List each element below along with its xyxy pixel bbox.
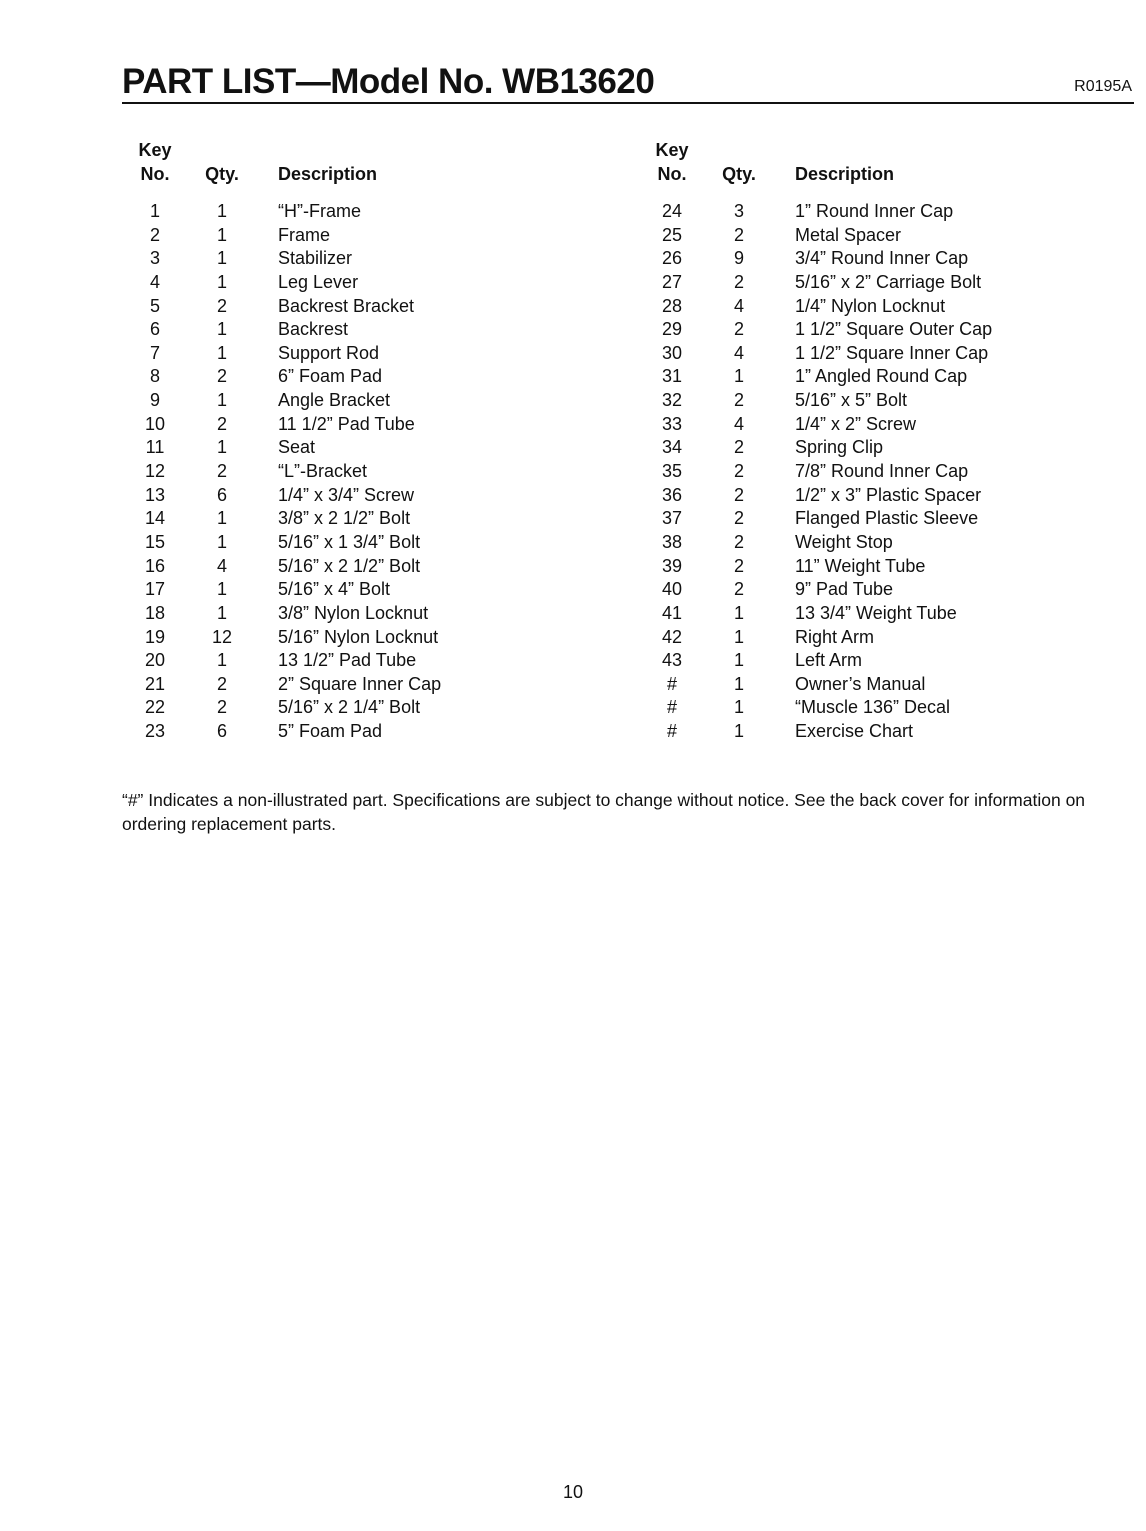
quantity: 2 (216, 366, 227, 387)
part-description: 1/4” x 2” Screw (795, 413, 917, 434)
part-description: 3/8” x 2 1/2” Bolt (278, 508, 411, 529)
quantity: 1 (216, 437, 227, 458)
part-description: Stabilizer (278, 248, 353, 269)
page-title: PART LIST—Model No. WB13620 (122, 62, 655, 101)
key-number: 1 (149, 201, 160, 221)
key-number: 2 (149, 224, 160, 245)
quantity: 1 (733, 602, 744, 623)
quantity: 6 (216, 484, 227, 505)
quantity: 2 (216, 673, 227, 694)
table-row (645, 531, 1065, 555)
part-description: Support Rod (278, 342, 380, 363)
key-number: 15 (144, 531, 166, 552)
key-number: # (666, 697, 677, 718)
part-description: Leg Lever (278, 271, 359, 292)
quantity: 2 (733, 555, 744, 576)
table-row (130, 295, 610, 319)
key-number: 24 (661, 201, 683, 221)
key-number: 22 (144, 697, 166, 718)
key-number: 36 (661, 484, 683, 505)
key-number: 21 (144, 673, 166, 694)
quantity: 1 (216, 579, 227, 600)
quantity: 2 (733, 531, 744, 552)
key-number: 33 (661, 413, 683, 434)
table-row (645, 602, 1065, 626)
key-number: 8 (149, 366, 160, 387)
part-description: 5/16” x 1 3/4” Bolt (278, 531, 421, 552)
description-header: Description (795, 164, 895, 184)
quantity: 1 (216, 602, 227, 623)
part-description: 5/16” Nylon Locknut (278, 626, 439, 647)
table-row (645, 295, 1065, 319)
table-row (645, 720, 1065, 744)
table-row (645, 413, 1065, 437)
quantity: 6 (216, 721, 227, 742)
part-description: “H”-Frame (278, 201, 361, 221)
key-number: 3 (149, 248, 160, 269)
table-row (645, 200, 1065, 224)
page-number: 10 (562, 1482, 584, 1502)
part-description: 6” Foam Pad (278, 366, 383, 387)
key-number: 7 (149, 342, 160, 363)
part-description: 5/16” x 2” Carriage Bolt (795, 271, 982, 292)
table-header (130, 138, 610, 200)
part-description: 1” Angled Round Cap (795, 366, 968, 387)
quantity: 1 (216, 650, 227, 671)
key-header-line2: No. (657, 164, 687, 184)
table-row (130, 484, 610, 508)
quantity: 2 (733, 271, 744, 292)
key-number: 16 (144, 555, 166, 576)
key-number: 42 (661, 626, 683, 647)
table-header (645, 138, 1065, 200)
part-description: 1 1/2” Square Inner Cap (795, 342, 989, 363)
quantity: 1 (733, 697, 744, 718)
key-number: 41 (661, 602, 683, 623)
key-number: 40 (661, 579, 683, 600)
key-number: 32 (661, 390, 683, 411)
quantity: 12 (211, 626, 233, 647)
table-row (130, 436, 610, 460)
table-rows (645, 200, 1065, 744)
key-number: 6 (149, 319, 160, 340)
part-description: Exercise Chart (795, 721, 914, 742)
quantity: 1 (733, 626, 744, 647)
table-row (645, 649, 1065, 673)
table-row (645, 507, 1065, 531)
part-description: Seat (278, 437, 316, 458)
part-description: 5/16” x 2 1/4” Bolt (278, 697, 421, 718)
part-description: Right Arm (795, 626, 875, 647)
quantity: 2 (733, 224, 744, 245)
quantity: 4 (733, 295, 744, 316)
footnote: “#” Indicates a non-illustrated part. Specifications are subject to change without notice. See the back cover for information on ordering replacement parts. (122, 790, 1086, 834)
part-description: 1/4” x 3/4” Screw (278, 484, 415, 505)
key-number: 28 (661, 295, 683, 316)
part-description: 3/8” Nylon Locknut (278, 602, 429, 623)
key-number: 11 (145, 437, 165, 458)
description-header: Description (278, 164, 378, 184)
table-row (130, 720, 610, 744)
part-description: 7/8” Round Inner Cap (795, 461, 969, 482)
table-row (645, 436, 1065, 460)
quantity: 2 (733, 461, 744, 482)
quantity: 1 (216, 248, 227, 269)
part-description: 5/16” x 5” Bolt (795, 390, 908, 411)
table-row (130, 271, 610, 295)
table-row (645, 626, 1065, 650)
part-description: 9” Pad Tube (795, 579, 894, 600)
part-description: 1/2” x 3” Plastic Spacer (795, 484, 982, 505)
key-number: 35 (661, 461, 683, 482)
quantity: 2 (216, 697, 227, 718)
quantity: 2 (216, 413, 227, 434)
quantity: 1 (733, 366, 744, 387)
table-row (645, 696, 1065, 720)
table-row (645, 342, 1065, 366)
quantity: 2 (733, 579, 744, 600)
part-description: Backrest (278, 319, 349, 340)
table-row (130, 649, 610, 673)
quantity: 1 (216, 224, 227, 245)
part-description: 13 3/4” Weight Tube (795, 602, 957, 623)
part-description: Flanged Plastic Sleeve (795, 508, 979, 529)
part-description: 11” Weight Tube (795, 555, 926, 576)
parts-table-right (645, 138, 1065, 744)
key-number: 38 (661, 531, 683, 552)
key-number: 31 (661, 366, 683, 387)
quantity: 2 (733, 390, 744, 411)
table-row (130, 200, 610, 224)
quantity: 1 (216, 390, 227, 411)
table-row (130, 507, 610, 531)
table-row (130, 696, 610, 720)
part-description: 1/4” Nylon Locknut (795, 295, 946, 316)
key-number: 4 (149, 271, 160, 292)
table-rows (130, 200, 610, 744)
key-number: 13 (144, 484, 166, 505)
table-row (645, 578, 1065, 602)
table-row (645, 365, 1065, 389)
key-number: 29 (661, 319, 683, 340)
part-description: Angle Bracket (278, 390, 391, 411)
quantity: 2 (733, 484, 744, 505)
quantity: 2 (733, 508, 744, 529)
table-row (130, 555, 610, 579)
key-number: 5 (149, 295, 160, 316)
quantity: 2 (733, 437, 744, 458)
table-row (130, 342, 610, 366)
table-row (130, 626, 610, 650)
quantity: 4 (733, 342, 744, 363)
table-row (645, 247, 1065, 271)
quantity: 2 (733, 319, 744, 340)
table-row (130, 224, 610, 248)
table-row (130, 602, 610, 626)
part-description: 13 1/2” Pad Tube (278, 650, 417, 671)
key-number: 26 (661, 248, 683, 269)
document-code: R0195A (1074, 78, 1132, 95)
part-description: 2” Square Inner Cap (278, 673, 442, 694)
part-description: 5/16” x 2 1/2” Bolt (278, 555, 421, 576)
key-number: 17 (144, 579, 166, 600)
key-header-line1: Key (138, 140, 172, 160)
table-row (130, 389, 610, 413)
table-row (645, 271, 1065, 295)
key-number: 19 (144, 626, 166, 647)
key-header-line1: Key (655, 140, 689, 160)
table-row (130, 247, 610, 271)
table-row (130, 460, 610, 484)
key-number: 34 (661, 437, 683, 458)
quantity: 4 (216, 555, 227, 576)
table-row (130, 318, 610, 342)
quantity: 9 (733, 248, 744, 269)
key-number: # (666, 721, 677, 742)
part-description: Owner’s Manual (795, 673, 926, 694)
part-description: Metal Spacer (795, 224, 902, 245)
table-row (645, 673, 1065, 697)
table-row (130, 365, 610, 389)
key-number: 25 (661, 224, 683, 245)
key-number: 20 (144, 650, 166, 671)
part-description: “L”-Bracket (278, 461, 368, 482)
key-number: 37 (661, 508, 683, 529)
table-row (645, 460, 1065, 484)
quantity: 1 (216, 201, 227, 221)
key-number: 43 (661, 650, 683, 671)
part-description: 11 1/2” Pad Tube (278, 413, 415, 434)
quantity: 1 (216, 342, 227, 363)
part-description: Spring Clip (795, 437, 884, 458)
key-number: 23 (144, 721, 166, 742)
key-number: 27 (661, 271, 683, 292)
part-description: Frame (278, 224, 331, 245)
part-description: 5” Foam Pad (278, 721, 383, 742)
key-header-line2: No. (140, 164, 170, 184)
table-row (645, 318, 1065, 342)
table-row (130, 413, 610, 437)
parts-table-left (130, 138, 610, 744)
table-row (130, 578, 610, 602)
part-description: “Muscle 136” Decal (795, 697, 951, 718)
key-number: # (666, 673, 677, 694)
quantity: 1 (216, 508, 227, 529)
part-description: Backrest Bracket (278, 295, 415, 316)
key-number: 30 (661, 342, 683, 363)
part-description: 1 1/2” Square Outer Cap (795, 319, 993, 340)
quantity: 1 (216, 531, 227, 552)
quantity: 1 (733, 673, 744, 694)
part-description: Left Arm (795, 650, 863, 671)
table-row (645, 555, 1065, 579)
part-description: 3/4” Round Inner Cap (795, 248, 969, 269)
key-number: 39 (661, 555, 683, 576)
key-number: 10 (144, 413, 166, 434)
table-row (130, 531, 610, 555)
part-description: 5/16” x 4” Bolt (278, 579, 391, 600)
key-number: 18 (144, 602, 166, 623)
table-row (645, 224, 1065, 248)
table-row (645, 484, 1065, 508)
key-number: 9 (149, 390, 160, 411)
key-number: 12 (144, 461, 166, 482)
part-description: Weight Stop (795, 531, 893, 552)
quantity: 1 (733, 650, 744, 671)
quantity: 3 (733, 201, 744, 221)
quantity: 2 (216, 295, 227, 316)
table-row (645, 389, 1065, 413)
quantity: 1 (733, 721, 744, 742)
key-number: 14 (144, 508, 166, 529)
quantity: 4 (733, 413, 744, 434)
table-row (130, 673, 610, 697)
quantity: 1 (216, 271, 227, 292)
part-description: 1” Round Inner Cap (795, 201, 954, 221)
qty-header: Qty. (722, 164, 756, 184)
quantity: 1 (216, 319, 227, 340)
quantity: 2 (216, 461, 227, 482)
page-header (122, 58, 1134, 104)
qty-header: Qty. (205, 164, 239, 184)
